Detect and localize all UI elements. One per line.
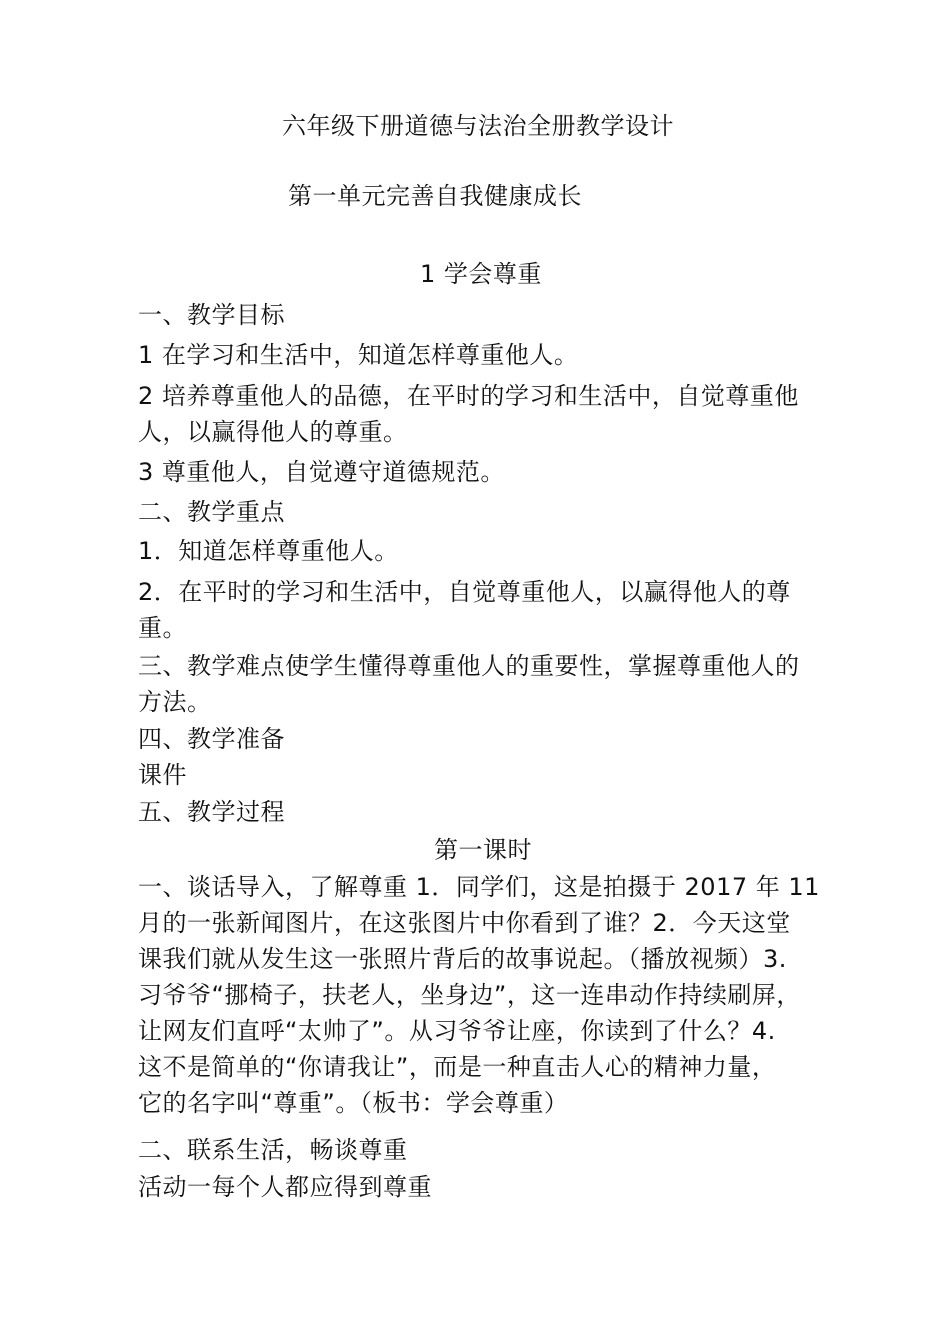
unit-title: 第一单元完善自我健康成长: [288, 182, 582, 210]
section-heading-key-points: 二、教学重点: [138, 498, 285, 526]
section-heading-process: 五、教学过程: [138, 798, 285, 826]
lesson-title: 1 学会尊重: [420, 260, 542, 288]
process-line-6: 这不是简单的“你请我让”，而是一种直击人心的精神力量，: [138, 1053, 777, 1081]
process-line-2: 月的一张新闻图片，在这张图片中你看到了谁？2．今天这堂: [138, 909, 791, 937]
section-heading-objectives: 一、教学目标: [138, 301, 285, 329]
difficulty-line-1: 三、教学难点使学生懂得尊重他人的重要性，掌握尊重他人的: [138, 652, 800, 680]
first-lesson-heading: 第一课时: [434, 836, 532, 864]
process-line-5: 让网友们直呼“太帅了”。从习爷爷让座，你读到了什么？4.: [138, 1017, 776, 1045]
key-point-2-line-1: 2．在平时的学习和生活中，自觉尊重他人，以赢得他人的尊: [138, 578, 791, 606]
process-line-3: 课我们就从发生这一张照片背后的故事说起。（播放视频）3.: [138, 945, 787, 973]
section-heading-preparation: 四、教学准备: [138, 725, 285, 753]
document-title: 六年级下册道德与法治全册教学设计: [282, 112, 674, 140]
preparation-text: 课件: [138, 761, 187, 789]
process-line-4: 习爷爷“挪椅子，扶老人，坐身边”，这一连串动作持续刷屏，: [138, 981, 801, 1009]
objective-2-line-1: 2 培养尊重他人的品德，在平时的学习和生活中，自觉尊重他: [138, 382, 799, 410]
objective-2-line-2: 人，以赢得他人的尊重。: [138, 418, 408, 446]
activity-one: 活动一每个人都应得到尊重: [138, 1173, 432, 1201]
objective-3: 3 尊重他人，自觉遵守道德规范。: [138, 458, 505, 486]
objective-1: 1 在学习和生活中，知道怎样尊重他人。: [138, 341, 579, 369]
section-heading-life: 二、联系生活，畅谈尊重: [138, 1136, 408, 1164]
difficulty-line-2: 方法。: [138, 688, 212, 716]
process-line-7: 它的名字叫“尊重”。（板书：学会尊重）: [138, 1089, 569, 1117]
process-line-1: 一、谈话导入，了解尊重 1．同学们，这是拍摄于 2017 年 11: [138, 873, 820, 901]
key-point-2-line-2: 重。: [138, 614, 187, 642]
key-point-1: 1．知道怎样尊重他人。: [138, 537, 399, 565]
